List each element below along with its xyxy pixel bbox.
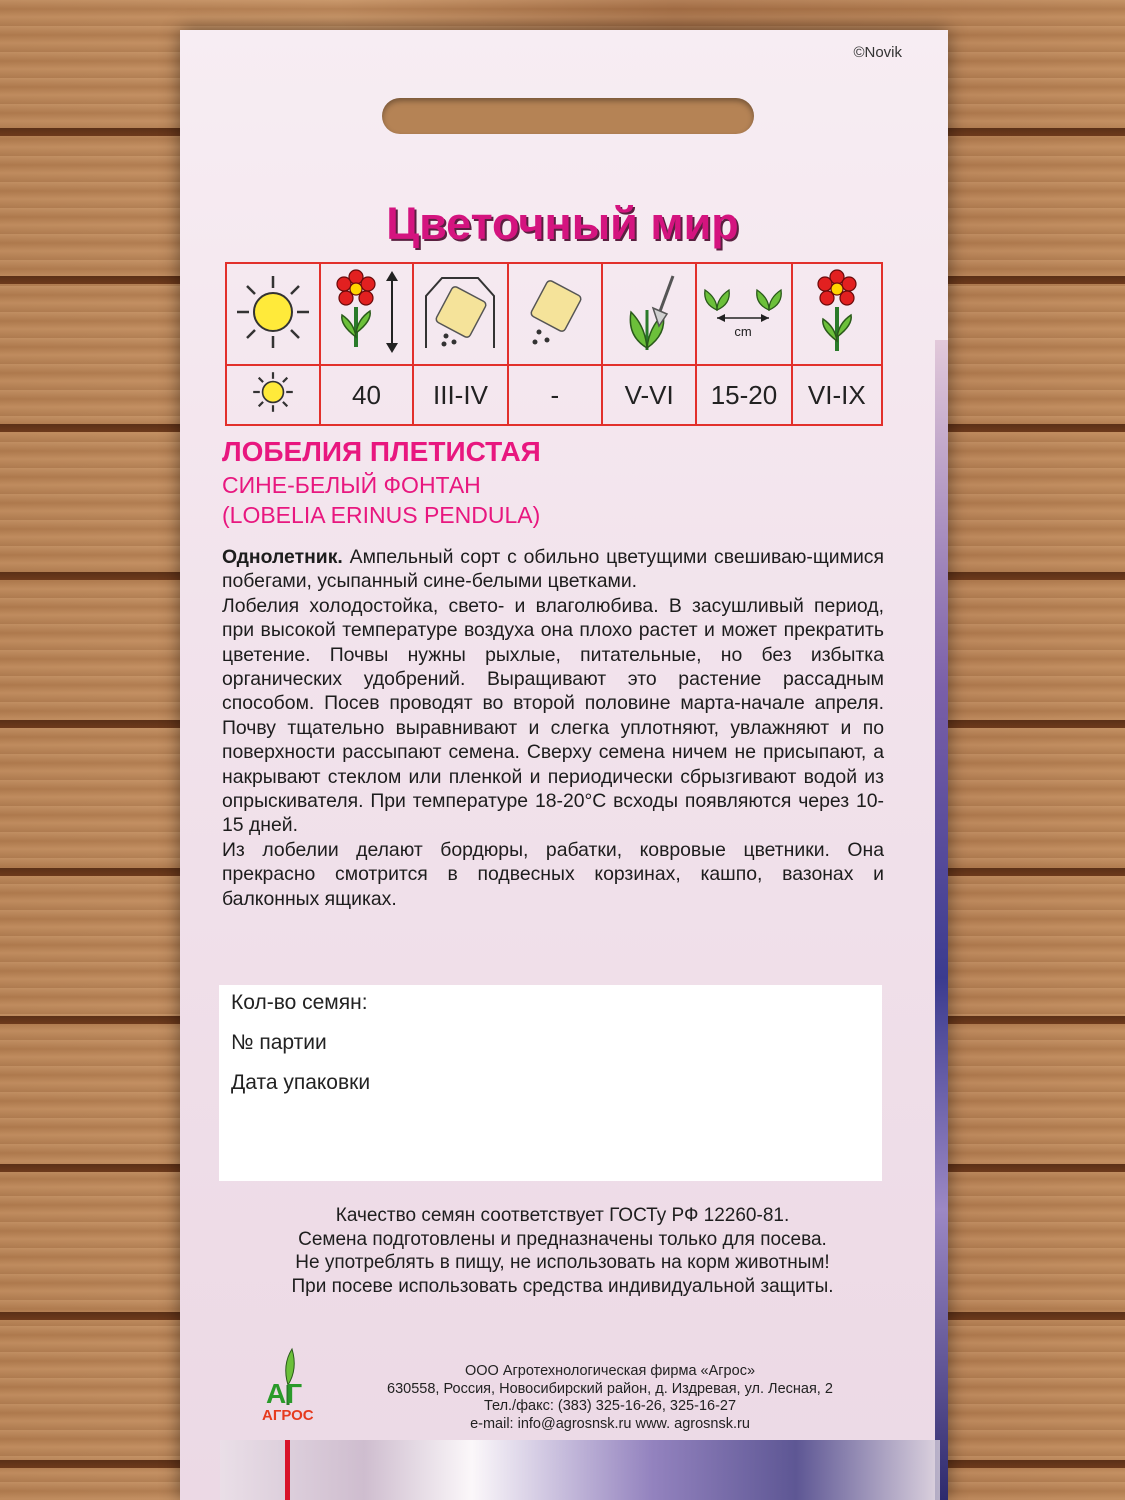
- quality-line: При посеве использовать средства индивидуальной защиты.: [291, 1275, 834, 1297]
- lead-bold: Однолетник.: [222, 546, 343, 568]
- company-phone: Тел./факс: (383) 325-16-26, 325-16-27: [483, 1398, 737, 1414]
- sun-small-icon: [226, 365, 320, 425]
- flowering-value: VI-IX: [792, 365, 882, 425]
- latin-name: (LOBELIA ERINUS PENDULA): [222, 502, 541, 528]
- spacing-unit-label: cm: [734, 323, 752, 339]
- variety-name: СИНЕ-БЕЛЫЙ ФОНТАН: [222, 472, 481, 498]
- batch-number-label: № партии: [231, 1031, 327, 1054]
- quality-line: Семена подготовлены и предназначены только для посева.: [298, 1228, 827, 1250]
- description-paragraph: Из лобелии делают бордюры, рабатки, ковровые цветники. Она прекрасно смотрится в подвесных корзинах, кашпо, вазонах и балконных ящиках.: [222, 838, 884, 910]
- quality-line: Не употреблять в пищу, не использовать на корм животным!: [295, 1252, 830, 1273]
- company-web: e-mail: info@agrosnsk.ru www. agrosnsk.ru: [470, 1415, 750, 1432]
- open-ground-seeds-icon: [508, 263, 602, 365]
- flower-photo-bottom: [220, 1440, 940, 1500]
- greenhouse-seeds-icon: [413, 263, 507, 365]
- red-accent-bar: [285, 1440, 290, 1500]
- sowing-open-ground-value: -: [508, 365, 602, 425]
- planting-seedling-icon: [602, 263, 696, 365]
- company-name: ООО Агротехнологическая фирма «Агрос»: [464, 1363, 756, 1379]
- copyright-text: ©Novik: [853, 44, 902, 61]
- batch-info-box: [219, 985, 882, 1181]
- description-paragraph: Лобелия холодостойка, свето- и влаголюбива. В засушливый период, при высокой температуре воздуха она плохо растет и может прекратить цветение. Почвы нужны рыхлые, питательные, но без избытка органических удобрений. Выращивают это растение рассадным способом. Посев проводят во второй половине марта-начале апреля. Почву тщательно выравнивают и слегка уплотняют, увлажняют и по поверхности рассыпают семена. Сверху семена ничем не присыпают, а накрывают стеклом или пленкой и периодически сбрызгивают водой из опрыскивателя. При температуре 18-20°С всходы появляются через 10-15 дней.: [222, 594, 884, 837]
- sowing-seedlings-value: III-IV: [413, 365, 507, 425]
- growing-info-table: [225, 262, 883, 426]
- flower-photo-edge: [935, 340, 948, 1500]
- flowering-icon: [792, 263, 882, 365]
- planting-value: V-VI: [602, 365, 696, 425]
- logo-mark: АГ: [266, 1378, 303, 1409]
- quality-notice: [0, 1204, 1125, 1298]
- lead-text: Ампельный сорт с обильно цветущими свешиваю-щимися побегами, усыпанный сине-белыми цветками.: [222, 546, 884, 593]
- plant-spacing-icon: [696, 263, 791, 365]
- sun-icon: [226, 263, 320, 365]
- logo-text: АГРОС: [262, 1407, 314, 1424]
- description-paragraph: [222, 545, 884, 594]
- company-footer: [0, 1363, 1125, 1433]
- seed-count-label: Кол-во семян:: [231, 991, 368, 1014]
- company-address: 630558, Россия, Новосибирский район, д. Издревая, ул. Лесная, 2: [387, 1380, 833, 1397]
- description: [222, 545, 884, 911]
- product-title: ЛОБЕЛИЯ ПЛЕТИСТАЯ: [222, 436, 541, 467]
- flower-height-icon: [320, 263, 414, 365]
- spacing-value: 15-20: [696, 365, 791, 425]
- brand-title: Цветочный мир: [386, 198, 739, 249]
- pack-date-label: Дата упаковки: [231, 1071, 371, 1094]
- quality-line: Качество семян соответствует ГОСТу РФ 12260-81.: [335, 1205, 790, 1226]
- plant-height-value: 40: [320, 365, 414, 425]
- hang-hole: [382, 98, 754, 134]
